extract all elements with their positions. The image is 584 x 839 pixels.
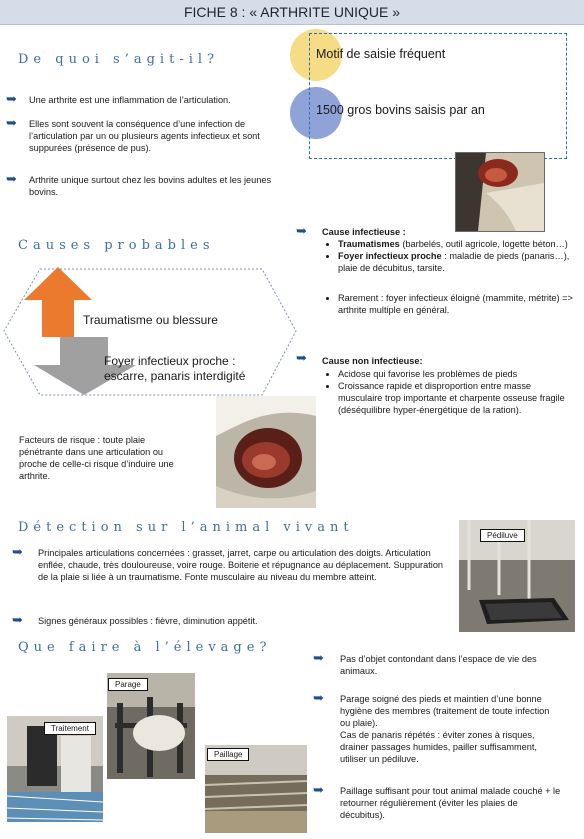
what-item-1: Une arthrite est une inflammation de l’articulation. xyxy=(29,95,231,105)
treatment-label: Traitement xyxy=(44,722,96,735)
section-title-causes: Causes probables xyxy=(18,238,215,253)
section-title-detection: Détection sur l’animal vivant xyxy=(18,520,354,535)
non-infectious-list xyxy=(322,368,574,416)
infectious-item-3: • Rarement : foyer infectieux éloigné (mammite, métrite) => arthrite multiple en général. xyxy=(338,292,574,316)
infectious-item-1: • Traumatismes (barbelés, outil agricole, logette béton…) xyxy=(338,238,574,250)
non-infectious-heading: Cause non infectieuse: xyxy=(322,356,423,366)
arrow-icon: ➥ xyxy=(6,91,17,106)
cause-trauma-label: Traumatisme ou blessure xyxy=(83,313,218,327)
what-item-2: Elles sont souvent la conséquence d’une infection de l’articulation par un ou plusieurs agents infectieux et sont suppurées (présence de pus). xyxy=(29,119,260,153)
arrow-icon: ➥ xyxy=(313,690,324,705)
farm-item-2: Parage soigné des pieds et maintien d’une bonne hygiène des membres (traitement de toute infection ou plaie). Cas de panaris répétés : éviter zones à risques, drainer passages humides, pailler suffisamment, utiliser un pédiluve. xyxy=(340,694,550,764)
detection-item-1: Principales articulations concernées : grasset, jarret, carpe ou articulation des doigts. Articulation enflée, chaude, très douloureuse, voire rouge. Boiterie et répugnance au déplacement. Suppuration de la plaie si liée à un traumatisme. Fonte musculaire au niveau du membre atteint. xyxy=(38,548,444,582)
infectious-heading: Cause infectieuse : xyxy=(322,227,406,237)
non-infectious-item-1: • Acidose qui favorise les problèmes de pieds xyxy=(338,368,574,380)
trimming-label: Parage xyxy=(108,678,148,691)
arrow-icon: ➥ xyxy=(313,782,324,797)
non-infectious-item-2: • Croissance rapide et disproportion entre masse musculaire trop importante et charpente osseuse fragile (déséquilibre hyper-énergétique de la ration). xyxy=(338,380,574,416)
infectious-list xyxy=(322,238,574,316)
what-item-3: Arthrite unique surtout chez les bovins adultes et les jeunes bovins. xyxy=(29,175,272,197)
page-header xyxy=(0,0,584,25)
photo-joint-wound xyxy=(455,152,545,232)
section-title-farm: Que faire à l’élevage? xyxy=(18,640,272,655)
arrow-icon: ➥ xyxy=(296,223,307,238)
section-title-what: De quoi s’agit-il? xyxy=(18,52,219,67)
arrow-icon: ➥ xyxy=(313,650,324,665)
arrow-icon: ➥ xyxy=(12,612,23,627)
risk-factors-text: Facteurs de risque : toute plaie pénétrante dans une articulation ou proche de celle-ci risque d’induire une arthrite. xyxy=(19,435,174,481)
detection-item-2: Signes généraux possibles : fièvre, diminution appétit. xyxy=(38,616,258,626)
stat-count: 1500 gros bovins saisis par an xyxy=(316,103,485,117)
cause-focus-label: Foyer infectieux proche : escarre, panaris interdigité xyxy=(104,354,246,383)
footbath-label: Pédiluve xyxy=(480,529,525,542)
farm-item-1: Pas d’objet contondant dans l’espace de vie des animaux. xyxy=(340,654,537,676)
arrow-icon: ➥ xyxy=(6,115,17,130)
farm-item-3: Paillage suffisant pour tout animal malade couché + le retourner régulièrement (éviter les plaies de décubitus). xyxy=(340,786,561,820)
arrow-icon: ➥ xyxy=(6,171,17,186)
photo-abscess xyxy=(216,396,316,508)
stat-frequent: Motif de saisie fréquent xyxy=(316,47,446,61)
arrow-icon: ➥ xyxy=(12,544,23,559)
page-title: FICHE 8 : « ARTHRITE UNIQUE » xyxy=(183,4,400,20)
infectious-item-2: • Foyer infectieux proche : maladie de pieds (panaris…), plaie de décubitus, tarsite. xyxy=(338,250,574,274)
arrow-icon: ➥ xyxy=(296,350,307,365)
bedding-label: Paillage xyxy=(207,748,249,761)
